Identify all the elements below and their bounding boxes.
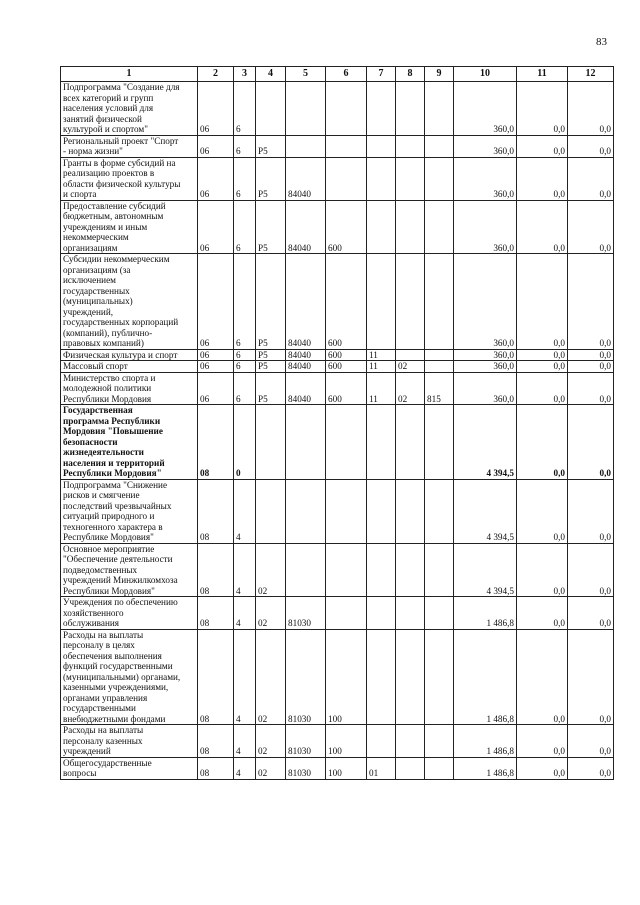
table-row <box>61 361 614 373</box>
amount-cell: 0,0 <box>568 157 614 200</box>
amount-cell: 360,0 <box>454 349 517 361</box>
code-cell <box>396 405 425 480</box>
amount-cell: 0,0 <box>568 597 614 630</box>
code-cell: 4 <box>234 725 256 758</box>
code-cell <box>326 135 367 157</box>
code-cell <box>367 597 396 630</box>
table-row <box>61 629 614 725</box>
code-cell: 06 <box>198 361 234 373</box>
code-cell: 84040 <box>286 157 326 200</box>
code-cell <box>396 349 425 361</box>
amount-cell: 0,0 <box>517 349 568 361</box>
code-cell: 08 <box>198 629 234 725</box>
amount-cell: 0,0 <box>517 725 568 758</box>
amount-cell: 0,0 <box>568 82 614 136</box>
row-name-cell: Государственная программа Республики Мордовия "Повышение безопасности жизнедеятельности населения и территорий Республики Мордовия" <box>61 405 198 480</box>
table-row <box>61 157 614 200</box>
code-cell: 815 <box>425 372 454 405</box>
amount-cell: 360,0 <box>454 82 517 136</box>
table-row <box>61 725 614 758</box>
amount-cell: 360,0 <box>454 372 517 405</box>
code-cell <box>367 725 396 758</box>
code-cell: P5 <box>256 135 286 157</box>
code-cell: 08 <box>198 479 234 543</box>
code-cell: 84040 <box>286 361 326 373</box>
amount-cell: 0,0 <box>517 629 568 725</box>
code-cell: 4 <box>234 479 256 543</box>
code-cell: 6 <box>234 254 256 350</box>
amount-cell: 360,0 <box>454 361 517 373</box>
code-cell: 02 <box>256 757 286 779</box>
code-cell: 02 <box>396 372 425 405</box>
code-cell: P5 <box>256 254 286 350</box>
code-cell <box>256 82 286 136</box>
code-cell <box>396 597 425 630</box>
code-cell: 08 <box>198 543 234 597</box>
code-cell <box>286 135 326 157</box>
code-cell: 84040 <box>286 200 326 254</box>
amount-cell: 0,0 <box>568 254 614 350</box>
code-cell <box>425 254 454 350</box>
code-cell <box>367 543 396 597</box>
code-cell: 02 <box>256 597 286 630</box>
code-cell: 100 <box>326 725 367 758</box>
column-header: 11 <box>517 67 568 82</box>
table-row <box>61 254 614 350</box>
row-name-cell: Субсидии некоммерческим организациям (за исключением государственных (муниципальных) учреждений, государственных корпораций (компаний), публично- правовых компаний) <box>61 254 198 350</box>
code-cell: 4 <box>234 757 256 779</box>
code-cell: P5 <box>256 157 286 200</box>
code-cell: 06 <box>198 157 234 200</box>
code-cell: P5 <box>256 361 286 373</box>
code-cell <box>425 361 454 373</box>
amount-cell: 4 394,5 <box>454 479 517 543</box>
code-cell: 11 <box>367 349 396 361</box>
code-cell: 6 <box>234 349 256 361</box>
code-cell: 6 <box>234 135 256 157</box>
code-cell <box>425 757 454 779</box>
table-row <box>61 349 614 361</box>
table-row <box>61 372 614 405</box>
code-cell <box>326 597 367 630</box>
amount-cell: 0,0 <box>568 479 614 543</box>
column-header: 6 <box>326 67 367 82</box>
code-cell <box>326 82 367 136</box>
code-cell <box>396 135 425 157</box>
amount-cell: 0,0 <box>517 543 568 597</box>
code-cell: 6 <box>234 200 256 254</box>
table-row <box>61 757 614 779</box>
column-header: 12 <box>568 67 614 82</box>
table-row <box>61 200 614 254</box>
code-cell <box>367 479 396 543</box>
code-cell: 4 <box>234 629 256 725</box>
code-cell <box>286 543 326 597</box>
amount-cell: 0,0 <box>568 200 614 254</box>
code-cell: 02 <box>256 629 286 725</box>
table-row <box>61 543 614 597</box>
amount-cell: 1 486,8 <box>454 629 517 725</box>
code-cell: 11 <box>367 372 396 405</box>
row-name-cell: Гранты в форме субсидий на реализацию проектов в области физической культуры и спорта <box>61 157 198 200</box>
code-cell: P5 <box>256 372 286 405</box>
code-cell <box>396 725 425 758</box>
table-header-row <box>61 67 614 82</box>
amount-cell: 0,0 <box>517 200 568 254</box>
code-cell <box>396 757 425 779</box>
row-name-cell: Министерство спорта и молодежной политики Республики Мордовия <box>61 372 198 405</box>
row-name-cell: Подпрограмма "Снижение рисков и смягчение последствий чрезвычайных ситуаций природного и техногенного характера в Республике Мордовия" <box>61 479 198 543</box>
amount-cell: 1 486,8 <box>454 757 517 779</box>
column-header: 5 <box>286 67 326 82</box>
code-cell: 08 <box>198 597 234 630</box>
code-cell <box>367 135 396 157</box>
code-cell <box>367 254 396 350</box>
row-name-cell: Подпрограмма "Создание для всех категорий и групп населения условий для занятий физической культурой и спортом" <box>61 82 198 136</box>
budget-table <box>60 66 614 780</box>
code-cell <box>425 82 454 136</box>
amount-cell: 0,0 <box>568 725 614 758</box>
code-cell: 06 <box>198 135 234 157</box>
column-header: 2 <box>198 67 234 82</box>
code-cell <box>367 200 396 254</box>
column-header: 8 <box>396 67 425 82</box>
code-cell <box>367 629 396 725</box>
code-cell: 84040 <box>286 372 326 405</box>
code-cell: 02 <box>396 361 425 373</box>
code-cell: 600 <box>326 361 367 373</box>
code-cell: 100 <box>326 757 367 779</box>
page-number: 83 <box>596 36 607 48</box>
table-row <box>61 82 614 136</box>
code-cell <box>326 543 367 597</box>
code-cell: 6 <box>234 157 256 200</box>
code-cell <box>256 405 286 480</box>
code-cell <box>326 479 367 543</box>
amount-cell: 360,0 <box>454 254 517 350</box>
amount-cell: 0,0 <box>517 479 568 543</box>
amount-cell: 0,0 <box>568 135 614 157</box>
code-cell <box>396 629 425 725</box>
code-cell <box>367 405 396 480</box>
code-cell: 81030 <box>286 597 326 630</box>
column-header: 9 <box>425 67 454 82</box>
code-cell: 06 <box>198 349 234 361</box>
amount-cell: 0,0 <box>568 405 614 480</box>
row-name-cell: Общегосударственные вопросы <box>61 757 198 779</box>
row-name-cell: Расходы на выплаты персоналу в целях обеспечения выполнения функций государственными (муниципальными) органами, казенными учреждениями, органами управления государственными внебюджетными фондами <box>61 629 198 725</box>
amount-cell: 0,0 <box>517 135 568 157</box>
code-cell: 0 <box>234 405 256 480</box>
code-cell <box>425 349 454 361</box>
row-name-cell: Предоставление субсидий бюджетным, автономным учреждениям и иным некоммерческим организациям <box>61 200 198 254</box>
table-row <box>61 597 614 630</box>
code-cell <box>367 157 396 200</box>
code-cell: 11 <box>367 361 396 373</box>
code-cell: 6 <box>234 82 256 136</box>
amount-cell: 0,0 <box>517 82 568 136</box>
code-cell <box>425 157 454 200</box>
column-header: 1 <box>61 67 198 82</box>
code-cell <box>326 405 367 480</box>
amount-cell: 360,0 <box>454 157 517 200</box>
table-row <box>61 405 614 480</box>
amount-cell: 360,0 <box>454 200 517 254</box>
code-cell: 81030 <box>286 629 326 725</box>
code-cell: 600 <box>326 372 367 405</box>
column-header: 10 <box>454 67 517 82</box>
code-cell: P5 <box>256 349 286 361</box>
code-cell <box>286 479 326 543</box>
row-name-cell: Региональный проект "Спорт - норма жизни" <box>61 135 198 157</box>
row-name-cell: Основное мероприятие "Обеспечение деятельности подведомственных учреждений Минжилкомхоза Республики Мордовия" <box>61 543 198 597</box>
code-cell <box>425 725 454 758</box>
code-cell: 600 <box>326 349 367 361</box>
code-cell: 02 <box>256 725 286 758</box>
code-cell <box>396 479 425 543</box>
code-cell <box>425 629 454 725</box>
code-cell <box>396 543 425 597</box>
code-cell: 81030 <box>286 757 326 779</box>
code-cell <box>326 157 367 200</box>
amount-cell: 0,0 <box>568 629 614 725</box>
amount-cell: 0,0 <box>517 372 568 405</box>
code-cell <box>425 543 454 597</box>
amount-cell: 4 394,5 <box>454 543 517 597</box>
row-name-cell: Расходы на выплаты персоналу казенных учреждений <box>61 725 198 758</box>
code-cell: 08 <box>198 405 234 480</box>
amount-cell: 0,0 <box>517 405 568 480</box>
code-cell <box>396 157 425 200</box>
code-cell: 84040 <box>286 349 326 361</box>
amount-cell: 4 394,5 <box>454 405 517 480</box>
amount-cell: 0,0 <box>568 543 614 597</box>
code-cell: 06 <box>198 372 234 405</box>
code-cell <box>425 135 454 157</box>
amount-cell: 0,0 <box>568 757 614 779</box>
code-cell <box>286 82 326 136</box>
column-header: 3 <box>234 67 256 82</box>
code-cell: 84040 <box>286 254 326 350</box>
table-row <box>61 479 614 543</box>
amount-cell: 0,0 <box>517 757 568 779</box>
code-cell: P5 <box>256 200 286 254</box>
code-cell <box>425 405 454 480</box>
code-cell <box>286 405 326 480</box>
amount-cell: 0,0 <box>517 254 568 350</box>
code-cell <box>256 479 286 543</box>
amount-cell: 0,0 <box>517 597 568 630</box>
code-cell: 06 <box>198 200 234 254</box>
code-cell: 81030 <box>286 725 326 758</box>
code-cell <box>425 200 454 254</box>
column-header: 4 <box>256 67 286 82</box>
amount-cell: 360,0 <box>454 135 517 157</box>
code-cell: 08 <box>198 757 234 779</box>
row-name-cell: Учреждения по обеспечению хозяйственного обслуживания <box>61 597 198 630</box>
code-cell <box>396 254 425 350</box>
code-cell <box>396 200 425 254</box>
code-cell: 08 <box>198 725 234 758</box>
code-cell: 6 <box>234 372 256 405</box>
column-header: 7 <box>367 67 396 82</box>
amount-cell: 1 486,8 <box>454 597 517 630</box>
table-row <box>61 135 614 157</box>
amount-cell: 0,0 <box>568 372 614 405</box>
code-cell: 6 <box>234 361 256 373</box>
code-cell: 06 <box>198 82 234 136</box>
code-cell: 600 <box>326 254 367 350</box>
amount-cell: 0,0 <box>517 361 568 373</box>
amount-cell: 0,0 <box>568 349 614 361</box>
code-cell: 02 <box>256 543 286 597</box>
amount-cell: 0,0 <box>568 361 614 373</box>
amount-cell: 0,0 <box>517 157 568 200</box>
code-cell: 06 <box>198 254 234 350</box>
code-cell <box>425 597 454 630</box>
code-cell: 600 <box>326 200 367 254</box>
code-cell: 100 <box>326 629 367 725</box>
code-cell: 4 <box>234 597 256 630</box>
code-cell <box>367 82 396 136</box>
row-name-cell: Физическая культура и спорт <box>61 349 198 361</box>
code-cell: 4 <box>234 543 256 597</box>
code-cell: 01 <box>367 757 396 779</box>
code-cell <box>425 479 454 543</box>
row-name-cell: Массовый спорт <box>61 361 198 373</box>
amount-cell: 1 486,8 <box>454 725 517 758</box>
code-cell <box>396 82 425 136</box>
